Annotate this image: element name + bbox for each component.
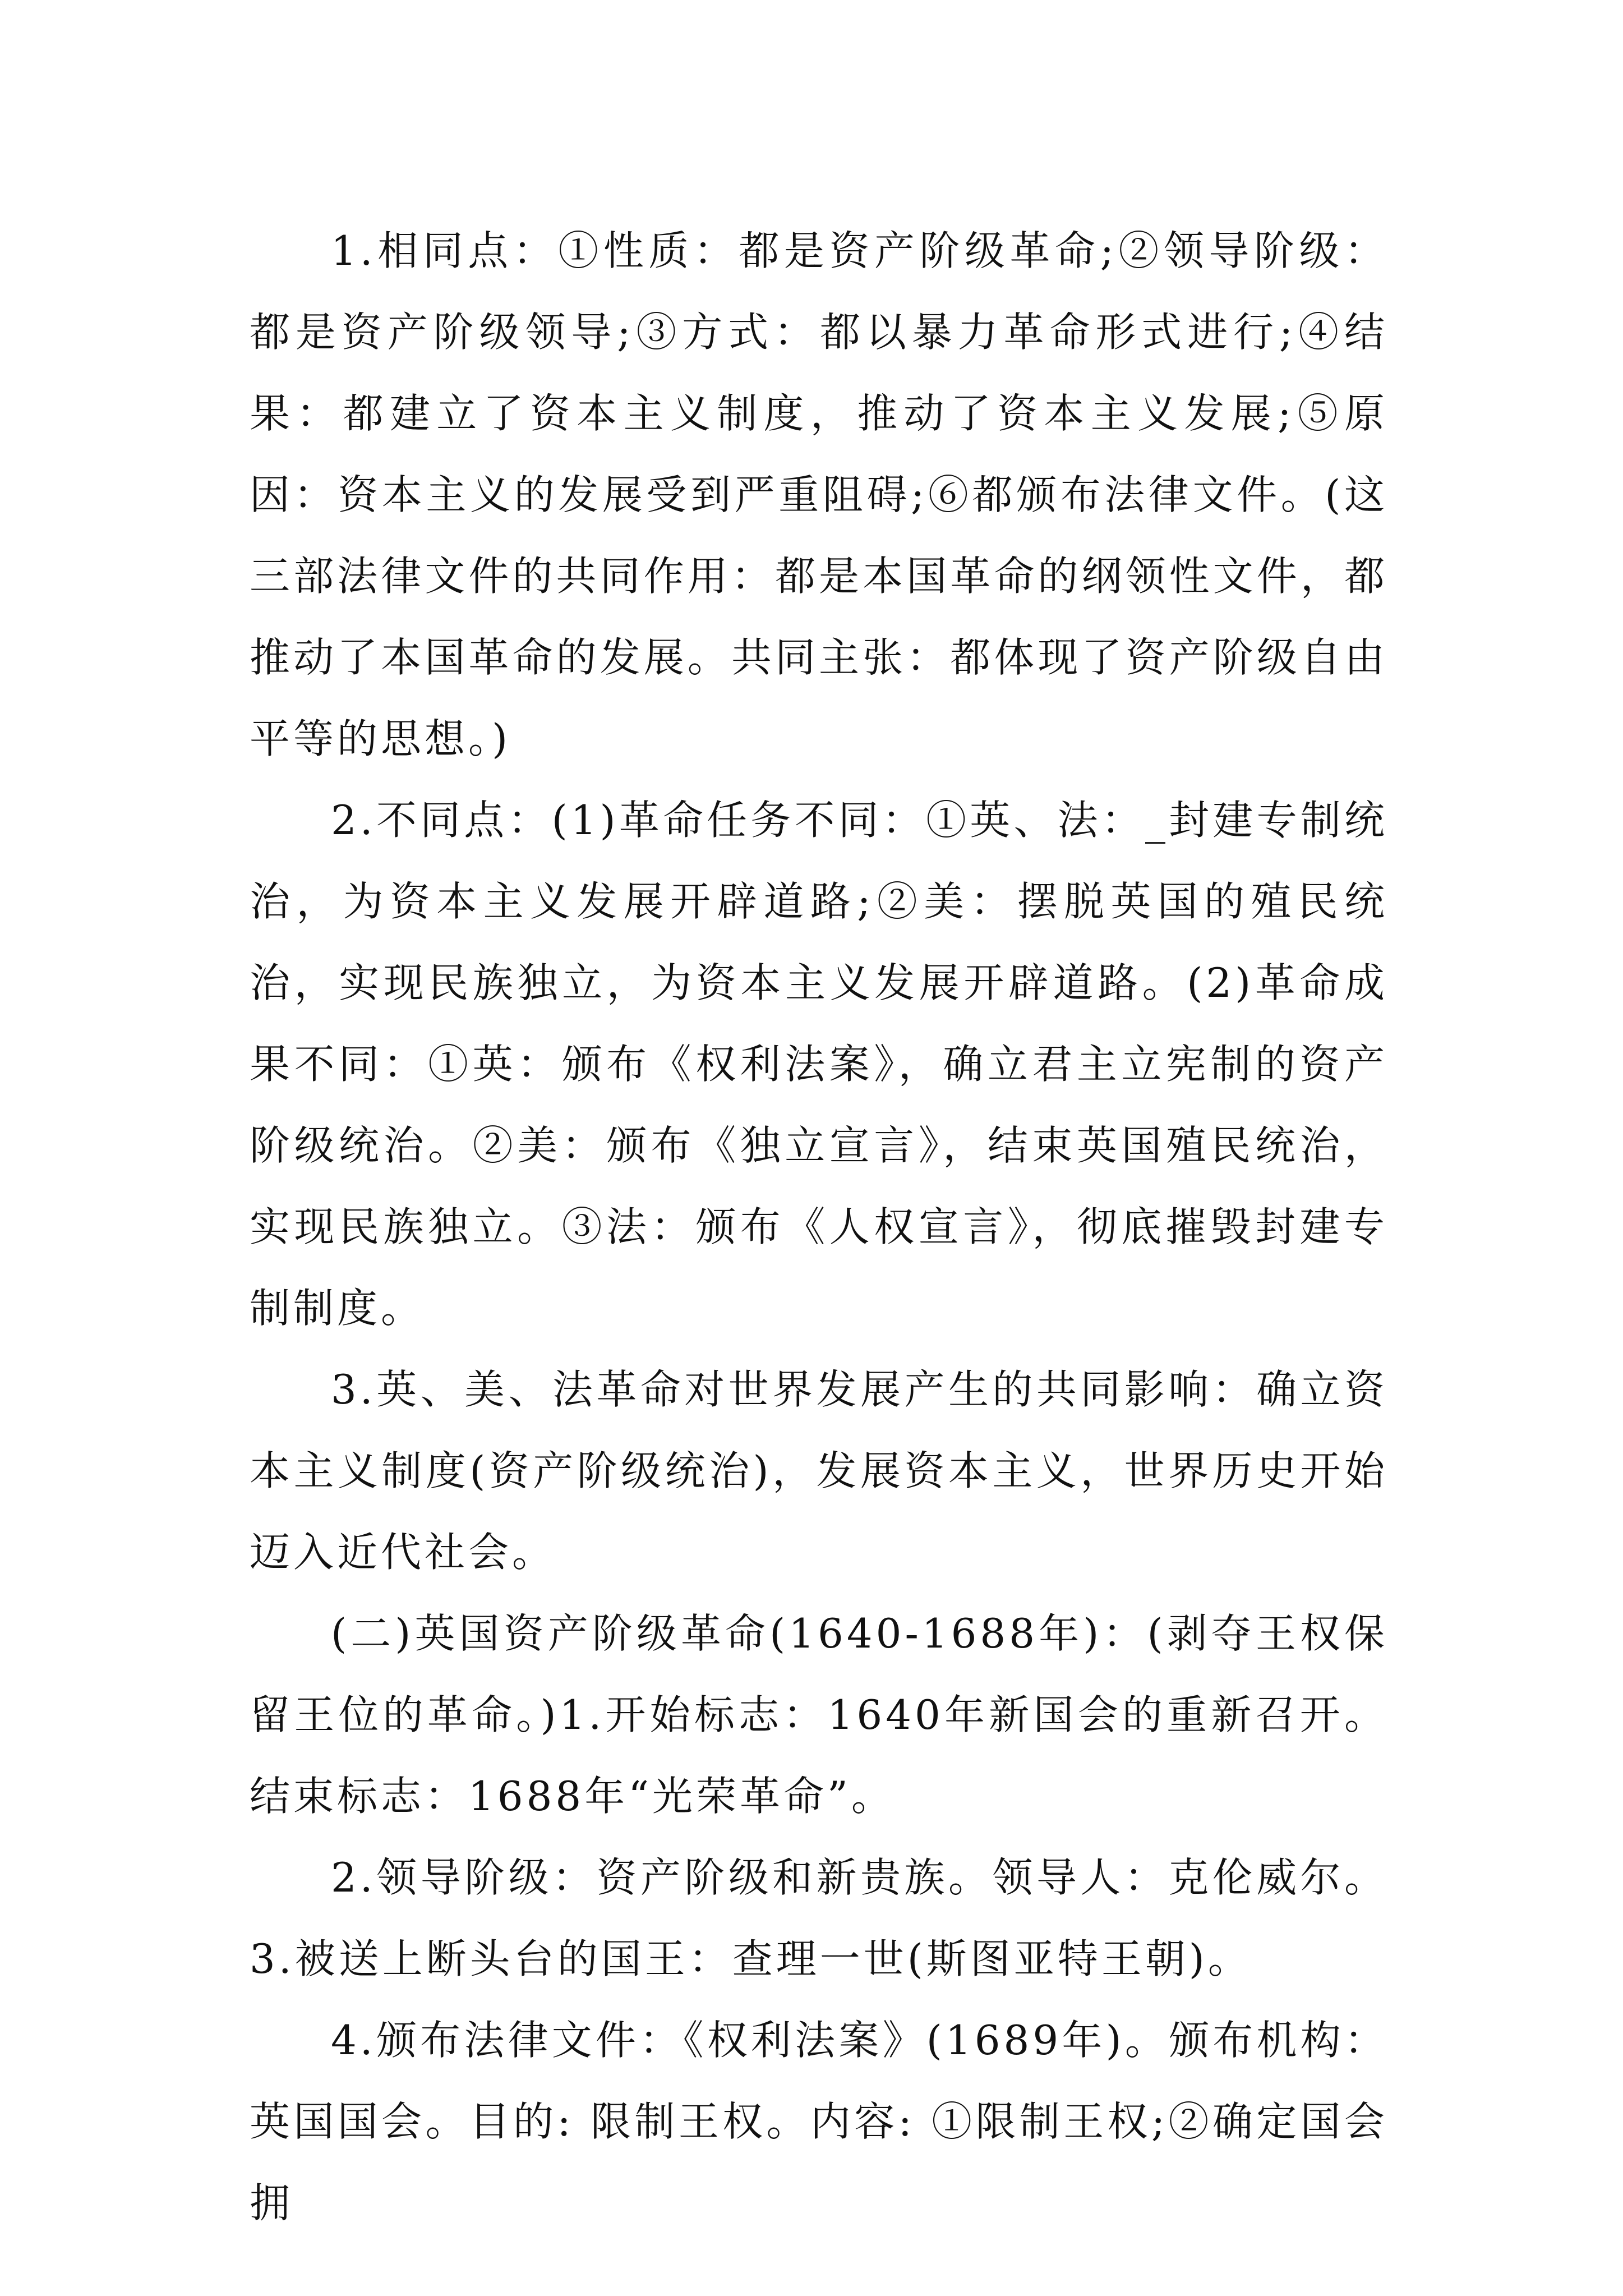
paragraph-leadership-and-king: 2.领导阶级：资产阶级和新贵族。领导人：克伦威尔。3.被送上断头台的国王：查理一世(斯图亚特王朝)。 [250,1854,1388,1982]
paragraph-bill-of-rights: 4.颁布法律文件：《权利法案》(1689年)。颁布机构：英国国会。目的: 限制王权。内容: ①限制王权;②确定国会拥 [250,2017,1388,2226]
paragraph-common-impact: 3.英、美、法革命对世界发展产生的共同影响：确立资本主义制度(资产阶级统治)，发展资本主义，世界历史开始迈入近代社会。 [250,1366,1388,1576]
paragraph-english-revolution-intro: (二)英国资产阶级革命(1640-1688年)：(剥夺王权保留王位的革命。)1.开始标志：1640年新国会的重新召开。结束标志：1688年“光荣革命”。 [250,1610,1388,1820]
document-body [250,210,1388,2244]
paragraph-differences: 2.不同点：(1)革命任务不同：①英、法：_封建专制统治，为资本主义发展开辟道路;②美：摆脱英国的殖民统治，实现民族独立，为资本主义发展开辟道路。(2)革命成果不同：①英：颁布《权利法案》，确立君主立宪制的资产阶级统治。②美：颁布《独立宣言》，结束英国殖民统治，实现民族独立。③法：颁布《人权宣言》，彻底摧毁封建专制制度。 [250,797,1388,1332]
paragraph-similarities: 1.相同点：①性质：都是资产阶级革命;②领导阶级：都是资产阶级领导;③方式：都以暴力革命形式进行;④结果：都建立了资本主义制度，推动了资本主义发展;⑤原因：资本主义的发展受到严重阻碍;⑥都颁布法律文件。(这三部法律文件的共同作用：都是本国革命的纲领性文件，都推动了本国革命的发展。共同主张：都体现了资产阶级自由平等的思想。) [250,227,1388,762]
